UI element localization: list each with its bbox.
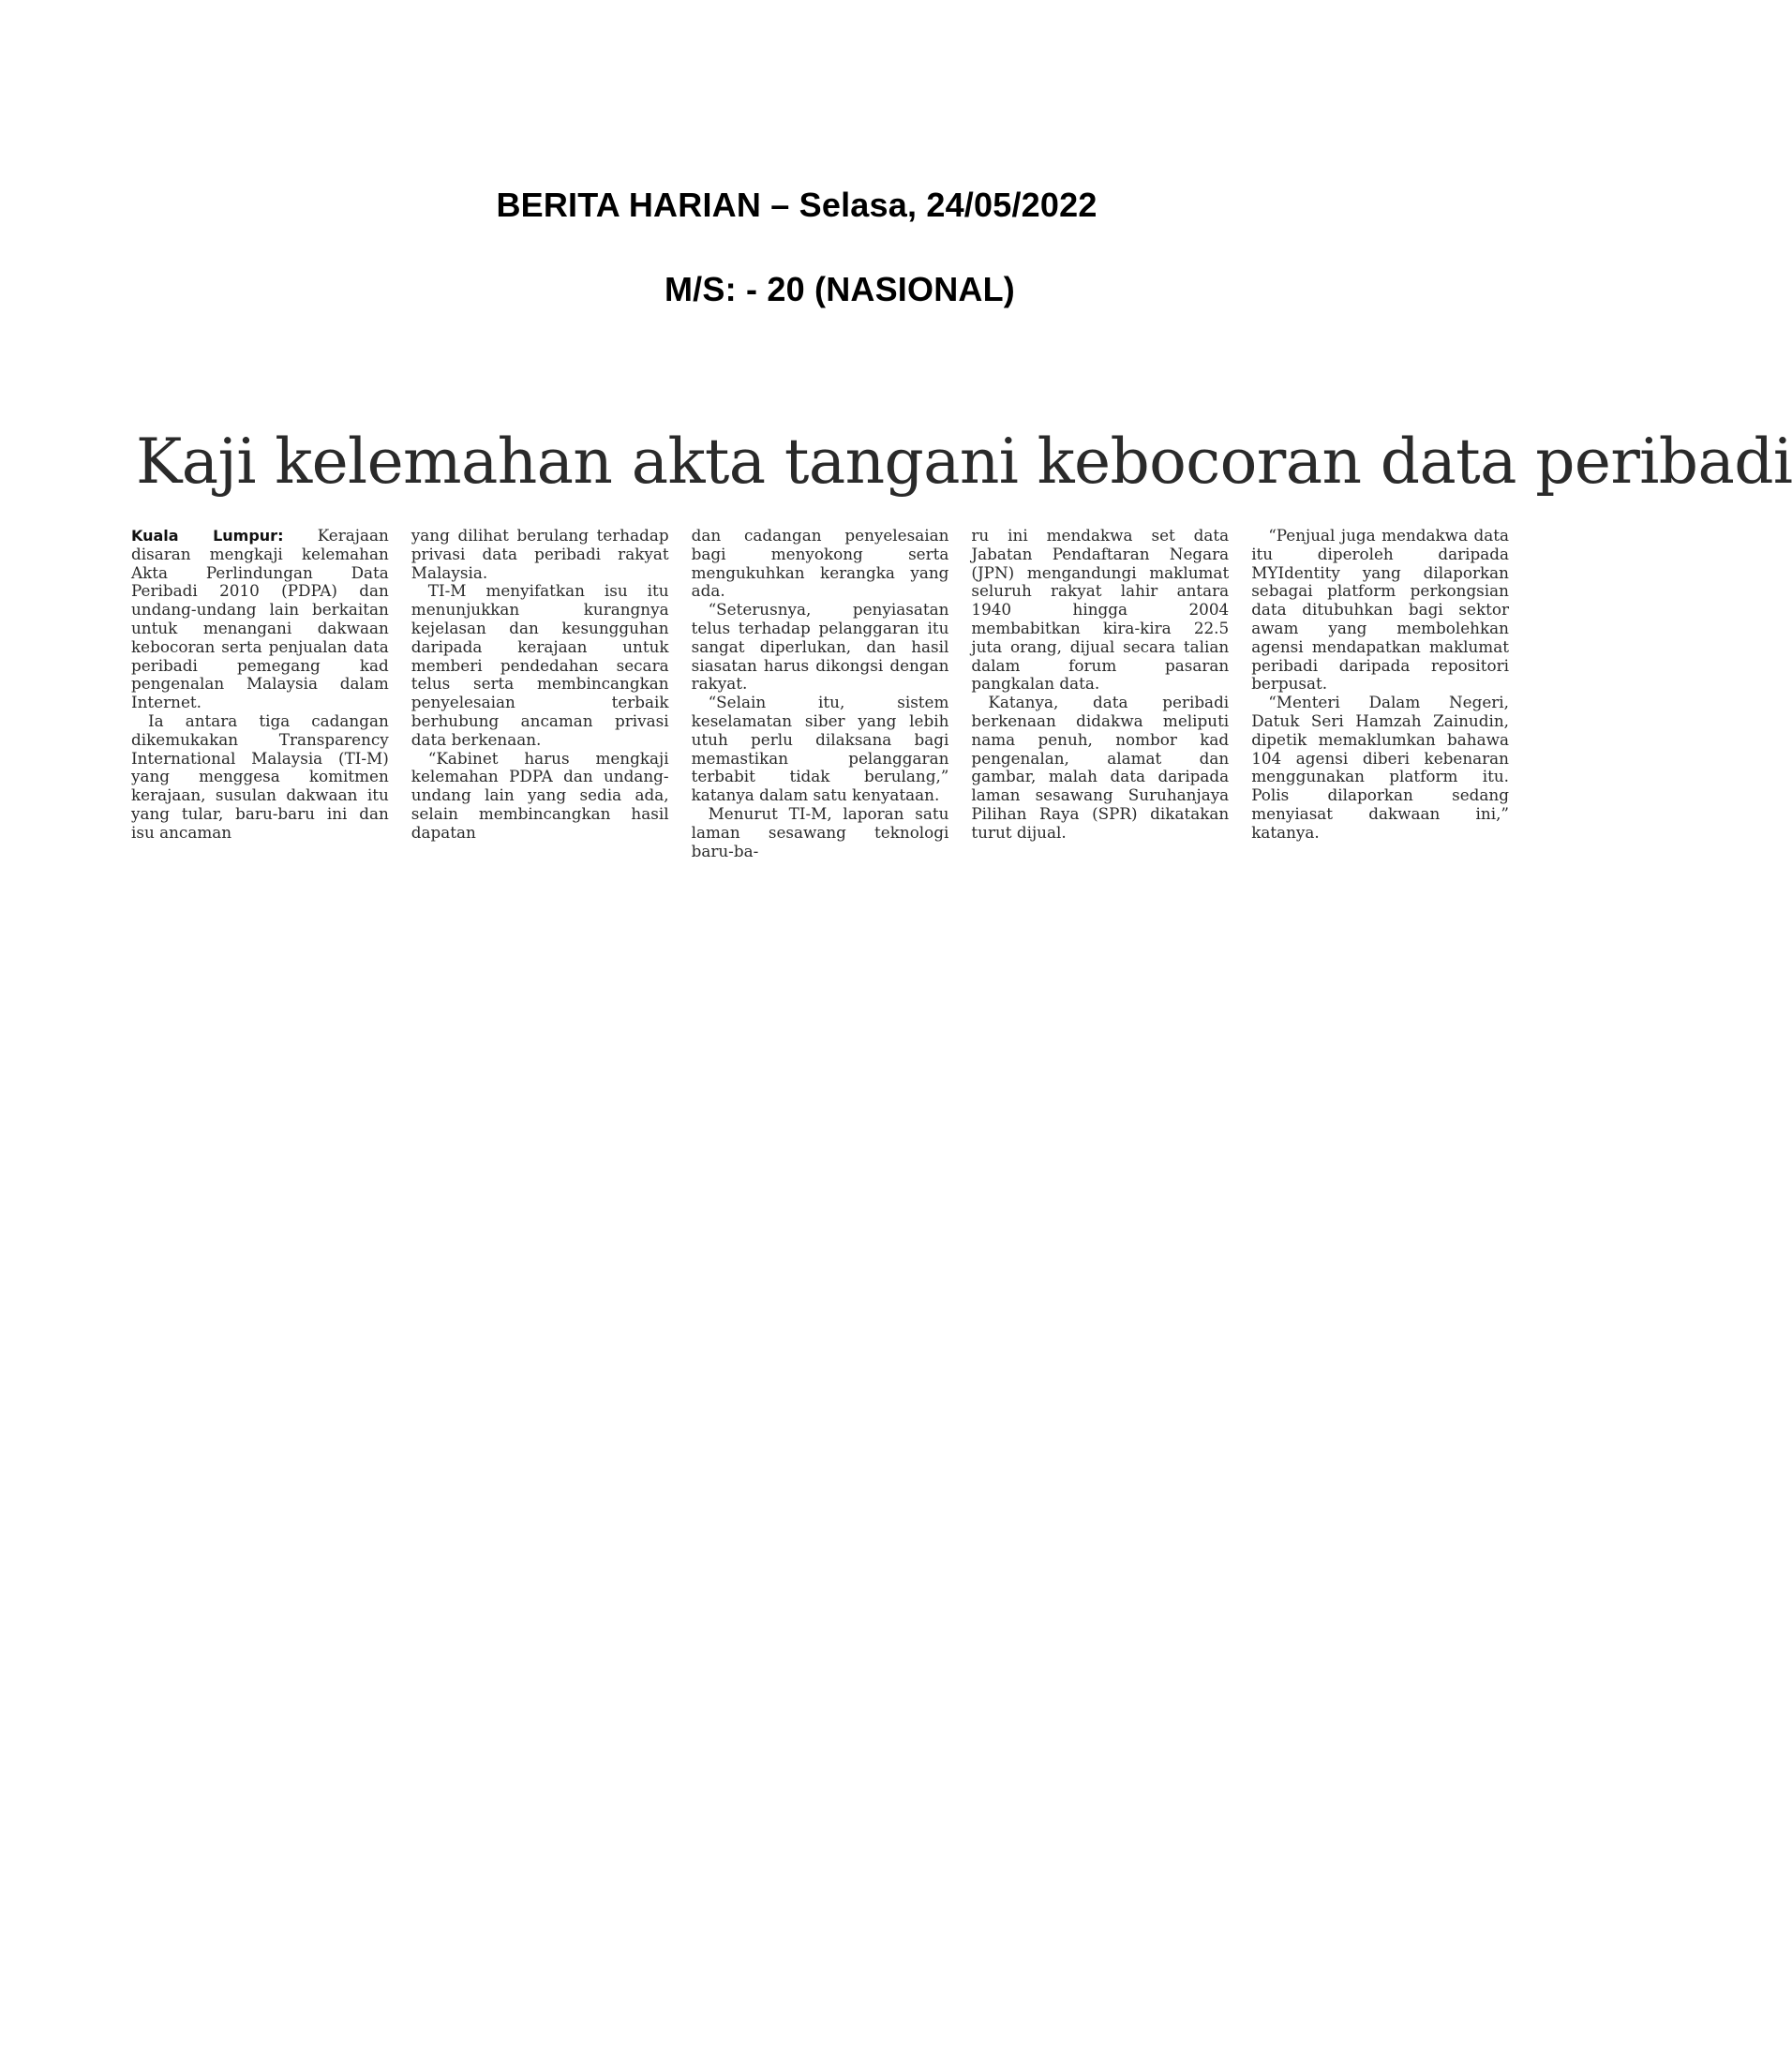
page-section-header: M/S: - 20 (NASIONAL) <box>664 270 1015 308</box>
article-paragraph: TI-M menyifatkan isu itu menunjukkan kurangnya kejelasan dan kesungguhan daripada kerajaan untuk memberi pendedahan secara telus serta membincangkan penyelesaian terbaik berhubung ancaman privasi data berkenaan. <box>411 581 669 749</box>
article-paragraph: Katanya, data peribadi berkenaan didakwa meliputi nama penuh, nombor kad pengenalan, alamat dan gambar, malah data daripada laman sesawang Suruhanjaya Pilihan Raya (SPR) dikatakan turut dijual. <box>971 693 1230 842</box>
article-paragraph: ru ini mendakwa set data Jabatan Pendaftaran Negara (JPN) mengandungi maklumat seluruh rakyat lahir antara 1940 hingga 2004 membabitkan kira-kira 22.5 juta orang, dijual secara talian dalam forum pasaran pangkalan data. <box>971 526 1230 694</box>
article-paragraph: yang dilihat berulang terhadap privasi data peribadi rakyat Malaysia. <box>411 526 669 582</box>
article-paragraph: “Penjual juga mendakwa data itu diperoleh daripada MYIdentity yang dilaporkan sebagai platform perkongsian data ditubuhkan bagi sektor awam yang membolehkan agensi mendapatkan maklumat peribadi daripada repositori berpusat. <box>1251 526 1509 694</box>
article-paragraph: Kuala Lumpur: Kerajaan disaran mengkaji kelemahan Akta Perlindungan Data Peribadi 2010 (PDPA) dan undang-undang lain berkaitan untuk menangani dakwaan kebocoran serta penjualan data peribadi pemegang kad pengenalan Malaysia dalam Internet. <box>131 526 389 712</box>
article-column-2 <box>411 526 669 842</box>
article-column-4 <box>971 526 1230 842</box>
article-dateline: Kuala Lumpur: <box>131 527 284 545</box>
article-paragraph: dan cadangan penyelesaian bagi menyokong serta mengukuhkan kerangka yang ada. <box>691 526 949 601</box>
article-paragraph: Menurut TI-M, laporan satu laman sesawang teknologi baru-ba- <box>691 803 949 860</box>
news-clipping <box>131 420 1792 860</box>
article-paragraph: “Menteri Dalam Negeri, Datuk Seri Hamzah Zainudin, dipetik memaklumkan bahawa 104 agensi diberi kebenaran menggunakan platform itu. Polis dilaporkan sedang menyiasat dakwaan ini,” katanya. <box>1251 693 1509 842</box>
article-paragraph: Ia antara tiga cadangan dikemukakan Transparency International Malaysia (TI-M) yang menggesa komitmen kerajaan, susulan dakwaan itu yang tular, baru-baru ini dan isu ancaman <box>131 710 389 842</box>
article-body <box>131 526 1509 860</box>
article-column-3 <box>691 526 949 860</box>
newspaper-date-header: BERITA HARIAN – Selasa, 24/05/2022 <box>496 186 1098 224</box>
article-headline: Kaji kelemahan akta tangani kebocoran data peribadi <box>136 426 1792 498</box>
article-paragraph: “Seterusnya, penyiasatan telus terhadap pelanggaran itu sangat diperlukan, dan hasil siasatan harus dikongsi dengan rakyat. <box>691 600 949 694</box>
article-column-1 <box>131 526 389 842</box>
article-paragraph: “Kabinet harus mengkaji kelemahan PDPA dan undang-undang lain yang sedia ada, selain membincangkan hasil dapatan <box>411 748 669 842</box>
article-paragraph: “Selain itu, sistem keselamatan siber yang lebih utuh perlu dilaksana bagi memastikan pelanggaran terbabit tidak berulang,” katanya dalam satu kenyataan. <box>691 693 949 805</box>
article-column-5 <box>1251 526 1509 842</box>
